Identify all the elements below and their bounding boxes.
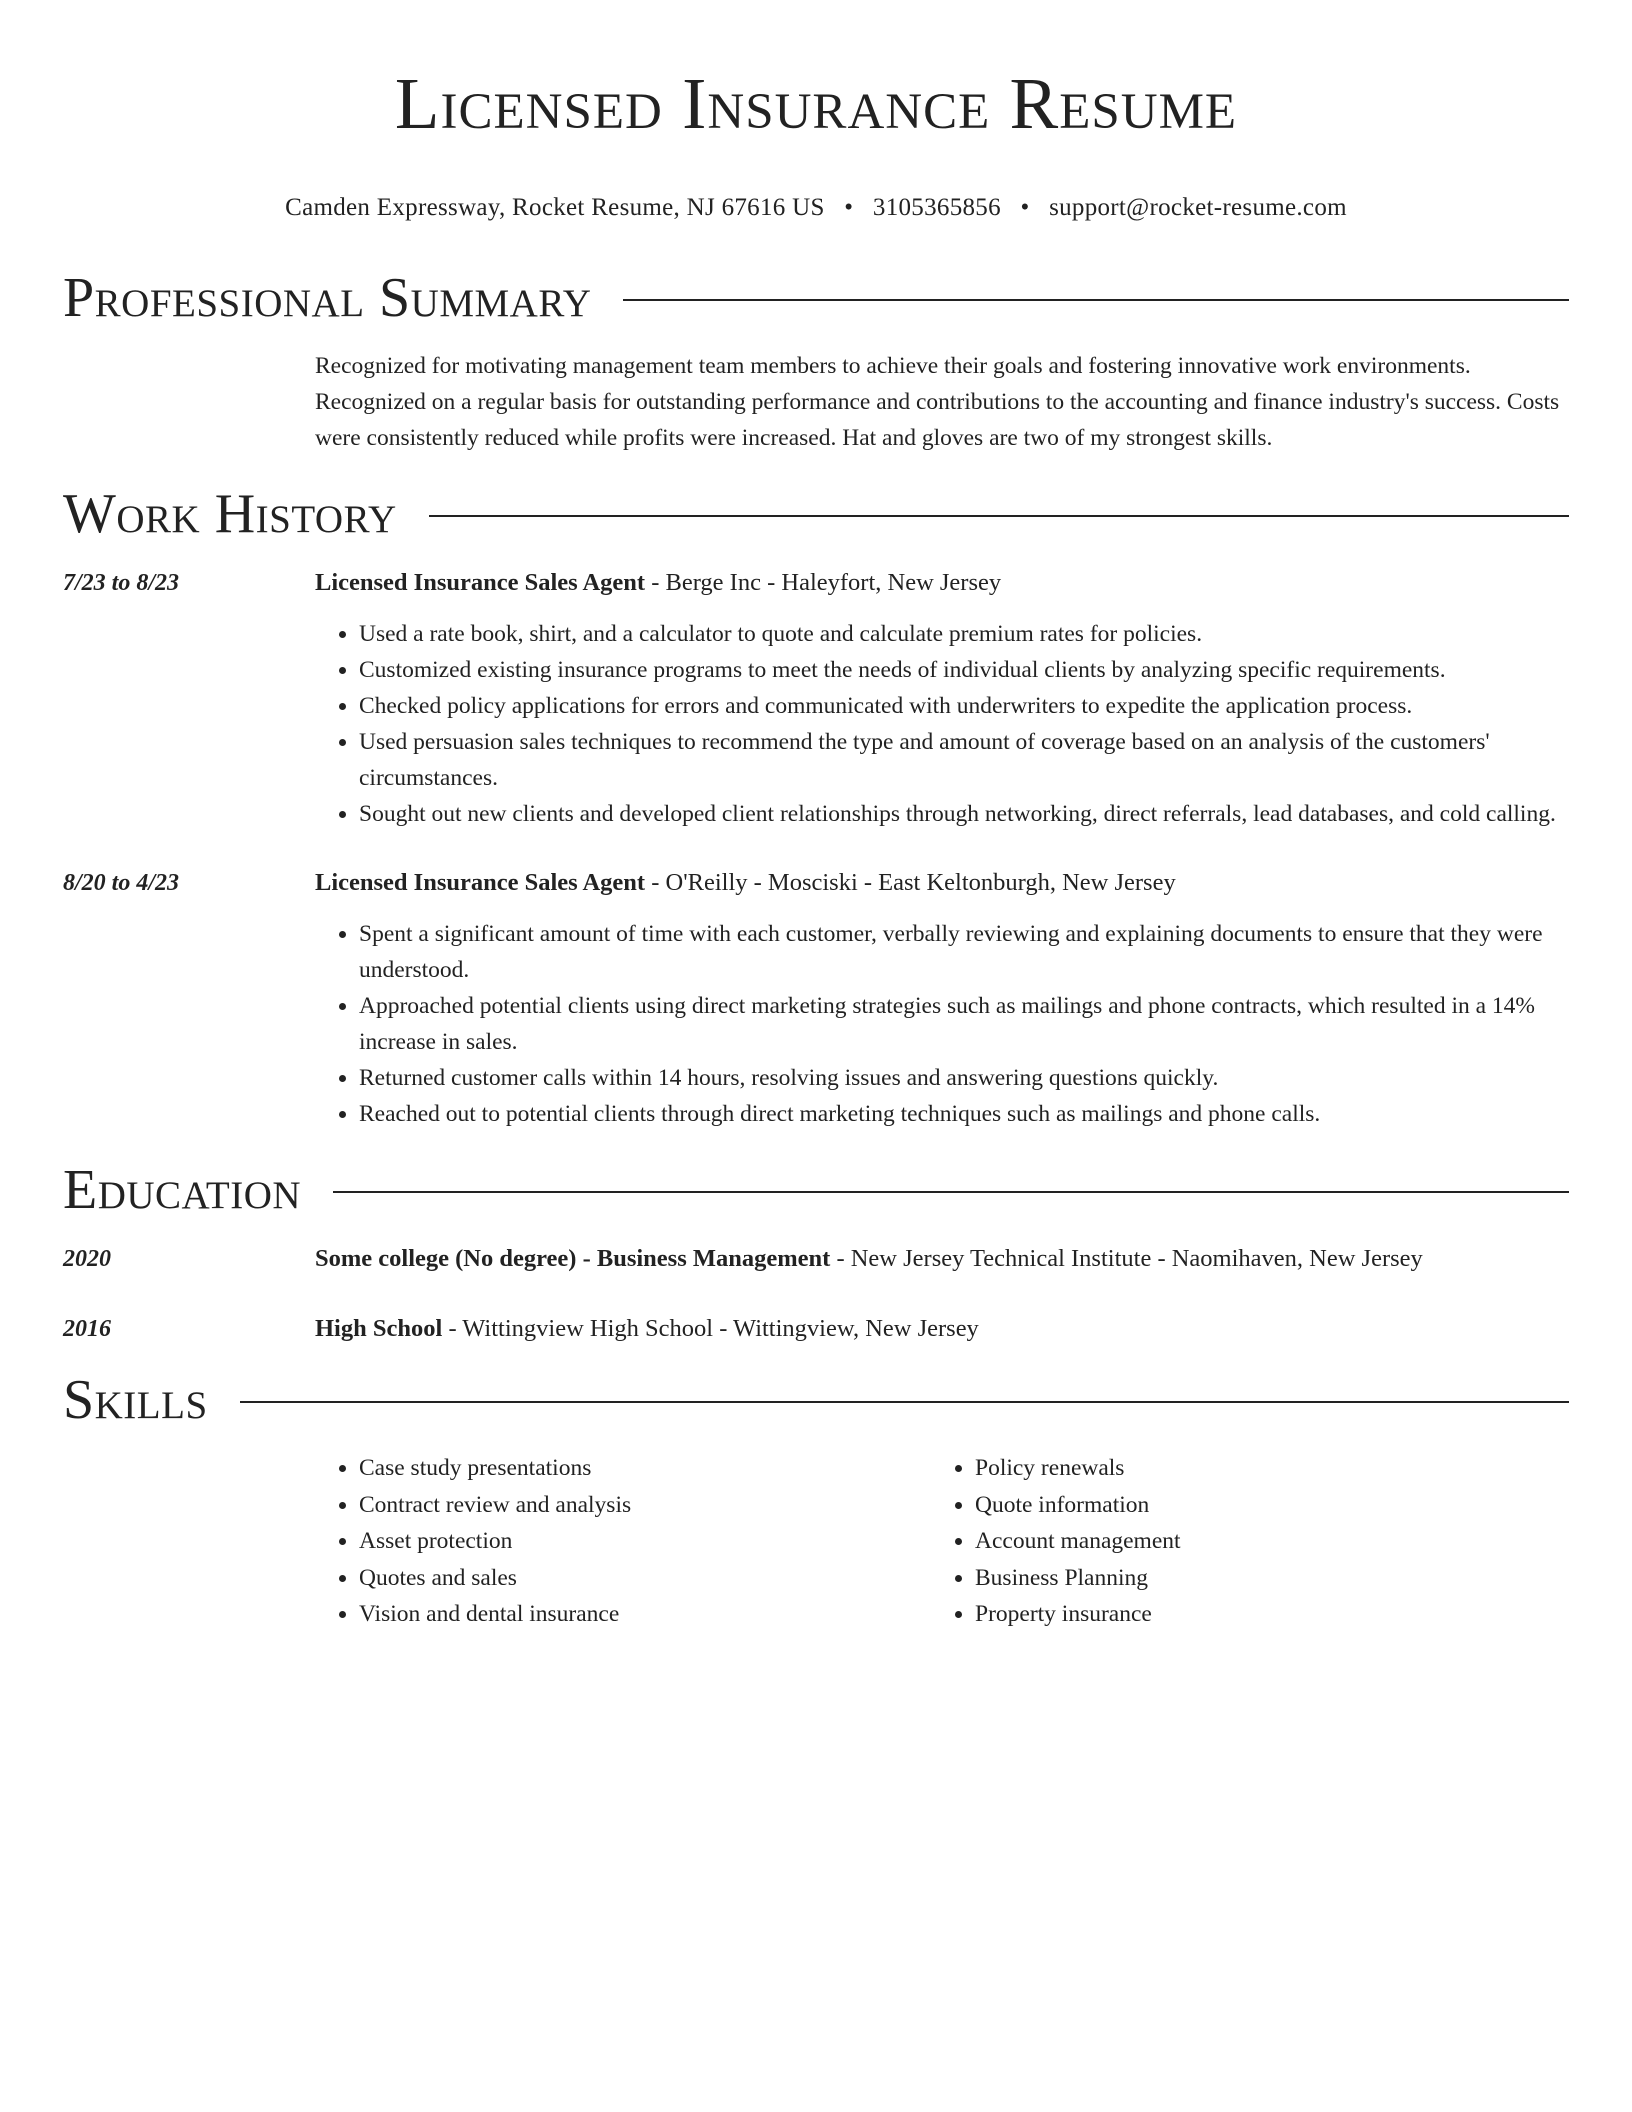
education-section-header: [63, 1158, 1569, 1222]
list-item: • Reached out to potential clients through direct marketing techniques such as mailings and phone calls.: [359, 1096, 1569, 1132]
list-item: • Approached potential clients using direct marketing strategies such as mailings and phone contracts, which resulted in a 14% increase in sales.: [359, 988, 1569, 1060]
skills-heading: Skills: [63, 1369, 208, 1431]
contact-separator: •: [844, 194, 854, 221]
job-details: - Berge Inc - Haleyfort, New Jersey: [645, 569, 1002, 596]
list-item: • Customized existing insurance programs to meet the needs of individual clients by analyzing specific requirements.: [359, 652, 1569, 688]
work-bullets: [315, 616, 1569, 832]
section-divider: [333, 1191, 1569, 1193]
work-entry-body: [315, 566, 1569, 832]
degree-title: Some college (No degree) - Business Management: [315, 1245, 831, 1272]
education-year: 2016: [63, 1316, 111, 1342]
list-item: • Returned customer calls within 14 hours, resolving issues and answering questions quickly.: [359, 1060, 1569, 1096]
job-details: - O'Reilly - Mosciski - East Keltonburgh, New Jersey: [645, 869, 1176, 896]
work-entry: [63, 866, 1569, 1132]
education-entry: [63, 1242, 1569, 1276]
work-heading: Work History: [63, 483, 397, 545]
job-title: Licensed Insurance Sales Agent: [315, 569, 646, 596]
work-heading-line: [315, 866, 1569, 900]
skill-item: • Asset protection: [359, 1523, 931, 1560]
work-dates: 7/23 to 8/23: [63, 570, 180, 596]
section-divider: [429, 515, 1569, 517]
skills-column-left: [315, 1450, 931, 1633]
education-year: 2020: [63, 1246, 111, 1272]
skill-item: • Case study presentations: [359, 1450, 931, 1487]
education-heading: Education: [63, 1159, 302, 1221]
skills-list: [315, 1450, 1569, 1633]
section-divider: [623, 299, 1569, 301]
contact-phone: 3105365856: [872, 194, 1001, 221]
education-heading-line: [315, 1312, 1569, 1346]
list-item: • Used persuasion sales techniques to recommend the type and amount of coverage based on an analysis of the customers' circumstances.: [359, 724, 1569, 796]
skill-item: • Business Planning: [975, 1560, 1547, 1597]
contact-email: support@rocket-resume.com: [1049, 194, 1347, 221]
contact-separator: •: [1020, 194, 1030, 221]
skill-item: • Quotes and sales: [359, 1560, 931, 1597]
list-item: • Spent a significant amount of time with each customer, verbally reviewing and explaining documents to ensure that they were understood.: [359, 916, 1569, 988]
resume-title: Licensed Insurance Resume: [394, 63, 1238, 144]
skills-column-right: [931, 1450, 1547, 1633]
contact-line: [63, 192, 1569, 224]
education-entry: [63, 1312, 1569, 1346]
skill-item: • Vision and dental insurance: [359, 1596, 931, 1633]
skill-item: • Property insurance: [975, 1596, 1547, 1633]
work-heading-line: [315, 566, 1569, 600]
work-entry-body: [315, 866, 1569, 1132]
section-divider: [240, 1401, 1569, 1403]
education-entry-body: [315, 1242, 1569, 1276]
summary-section-header: [63, 266, 1569, 330]
list-item: • Sought out new clients and developed client relationships through networking, direct referrals, lead databases, and cold calling.: [359, 796, 1569, 832]
education-heading-line: [315, 1242, 1569, 1276]
summary-text: Recognized for motivating management team members to achieve their goals and fostering innovative work environments. Recognized on a regular basis for outstanding performance and contributions to the accounting and finance industry's success. Costs were consistently reduced while profits were increased. Hat and gloves are two of my strongest skills.: [315, 353, 1560, 451]
skills-section-header: [63, 1368, 1569, 1432]
summary-heading: Professional Summary: [63, 267, 592, 329]
degree-title: High School: [315, 1315, 443, 1342]
education-entry-body: [315, 1312, 1569, 1346]
skill-item: • Policy renewals: [975, 1450, 1547, 1487]
skill-item: • Quote information: [975, 1487, 1547, 1524]
work-section-header: [63, 482, 1569, 546]
school-details: - Wittingview High School - Wittingview, New Jersey: [442, 1315, 979, 1342]
work-entry: [63, 566, 1569, 832]
work-bullets: [315, 916, 1569, 1132]
work-dates: 8/20 to 4/23: [63, 870, 180, 896]
school-details: - New Jersey Technical Institute - Naomihaven, New Jersey: [830, 1245, 1423, 1272]
skill-item: • Contract review and analysis: [359, 1487, 931, 1524]
job-title: Licensed Insurance Sales Agent: [315, 869, 646, 896]
contact-address: Camden Expressway, Rocket Resume, NJ 67616 US: [285, 194, 825, 221]
list-item: • Used a rate book, shirt, and a calculator to quote and calculate premium rates for policies.: [359, 616, 1569, 652]
list-item: • Checked policy applications for errors and communicated with underwriters to expedite the application process.: [359, 688, 1569, 724]
skill-item: • Account management: [975, 1523, 1547, 1560]
